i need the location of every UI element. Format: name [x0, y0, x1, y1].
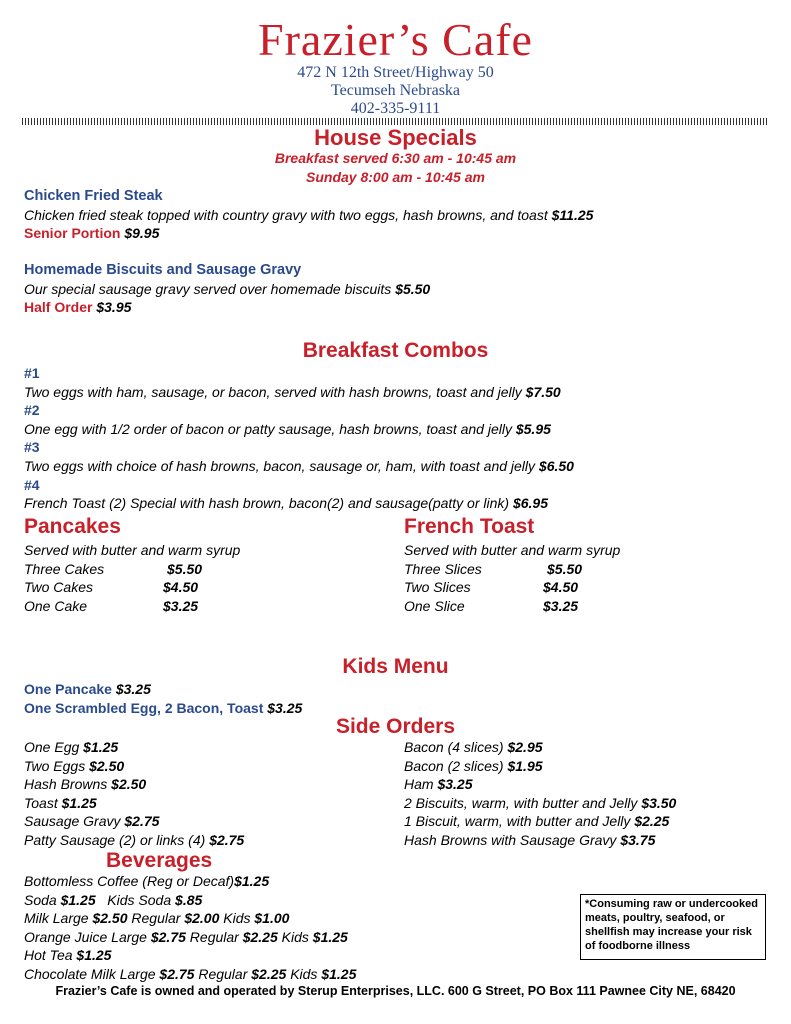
- side-item: [24, 757, 244, 776]
- side-item: [404, 812, 676, 831]
- combo-desc: [24, 383, 574, 402]
- bev-text: Regular: [194, 965, 252, 982]
- item-price: $4.50: [543, 579, 579, 596]
- side-item-label: Hash Browns: [24, 776, 108, 793]
- side-item-price: $2.95: [507, 739, 543, 755]
- bev-text: Regular: [185, 928, 243, 945]
- combo-desc-text: One egg with 1/2 order of bacon or patty sausage, hash browns, toast and jelly: [24, 420, 512, 437]
- side-item: [24, 794, 244, 813]
- kids-item-label: One Scrambled Egg, 2 Bacon, Toast: [24, 699, 264, 716]
- item-label: Three Cakes: [24, 560, 105, 577]
- cafe-title: Frazier’s Cafe: [258, 14, 533, 65]
- side-item: [24, 812, 244, 831]
- french-toast-list: [404, 541, 744, 615]
- side-item-price: $2.75: [124, 813, 160, 830]
- combo-desc-text: Two eggs with choice of hash browns, bacon, sausage or, ham, with toast and jelly: [24, 457, 536, 474]
- senior-portion: [24, 224, 159, 243]
- beverage-line: [24, 872, 356, 891]
- combo-number: #2: [24, 402, 40, 419]
- item-price: $5.50: [547, 560, 583, 577]
- side-item-price: $1.25: [61, 794, 97, 811]
- bev-price: $2.00: [184, 910, 220, 927]
- side-item-label: Sausage Gravy: [24, 813, 121, 830]
- beverages-title: Beverages: [106, 849, 213, 872]
- side-item-price: $2.50: [89, 757, 125, 774]
- ownership-footer: Frazier’s Cafe is owned and operated by Sterup Enterprises, LLC. 600 G Street, PO Box 111 Pawnee City NE, 68420: [55, 984, 736, 998]
- combo-price: $6.50: [538, 457, 574, 474]
- biscuits-gravy-name: Homemade Biscuits and Sausage Gravy: [24, 262, 302, 278]
- item-price: $3.25: [163, 597, 199, 614]
- biscuits-gravy-desc: [24, 280, 430, 299]
- kids-item-price: $3.25: [115, 681, 151, 697]
- chicken-fried-steak-name: Chicken Fried Steak: [24, 188, 163, 204]
- pancakes-list: [24, 541, 364, 615]
- cfs-desc-text: Chicken fried steak topped with country gravy with two eggs, hash browns, and toast: [24, 207, 548, 223]
- side-item-price: $3.75: [620, 831, 656, 848]
- bev-price: $1.25: [60, 891, 96, 908]
- menu-item: [404, 560, 744, 579]
- combos-list: [24, 364, 574, 513]
- side-item-label: One Egg: [24, 739, 80, 755]
- bev-text: Bottomless Coffee (Reg or Decaf): [24, 873, 235, 889]
- pancakes-note: Served with butter and warm syrup: [24, 542, 241, 558]
- side-item: [24, 738, 244, 757]
- bev-price: $1.25: [321, 965, 357, 982]
- side-item: [404, 794, 676, 813]
- side-orders-right: [404, 738, 676, 850]
- beverage-line: [24, 946, 356, 965]
- combo-price: $5.95: [515, 420, 551, 437]
- senior-portion-price: $9.95: [124, 225, 160, 241]
- side-orders-left: [24, 738, 244, 850]
- bev-text: Milk Large: [24, 910, 93, 927]
- side-item-label: Patty Sausage (2) or links (4): [24, 831, 206, 848]
- combo-desc-text: French Toast (2) Special with hash brown, bacon(2) and sausage(patty or link): [24, 495, 510, 512]
- side-item-label: Bacon (2 slices): [404, 757, 504, 774]
- bev-text: Soda: [24, 891, 61, 908]
- item-label: Two Slices: [404, 579, 471, 596]
- bev-text: Kids Soda: [95, 891, 176, 908]
- beverage-line: [24, 928, 356, 947]
- beverage-line: [24, 965, 356, 984]
- side-item-label: 1 Biscuit, warm, with butter and Jelly: [404, 813, 631, 830]
- chicken-fried-steak-desc: [24, 206, 593, 225]
- menu-item: [404, 597, 744, 616]
- item-price: $4.50: [163, 579, 199, 596]
- cafe-phone: 402-335-9111: [350, 100, 441, 117]
- menu-item: [404, 578, 744, 597]
- cafe-city: Tecumseh Nebraska: [330, 82, 461, 99]
- breakfast-combos-title: Breakfast Combos: [302, 339, 489, 362]
- item-price: $3.25: [543, 597, 579, 614]
- side-item: [404, 775, 676, 794]
- side-item-label: Toast: [24, 794, 58, 811]
- item-label: One Slice: [404, 597, 465, 614]
- item-label: Two Cakes: [24, 579, 93, 596]
- bev-price: $2.25: [251, 965, 287, 982]
- side-item-label: Hash Browns with Sausage Gravy: [404, 831, 617, 848]
- french-toast-note: Served with butter and warm syrup: [404, 542, 621, 558]
- kids-item-label: One Pancake: [24, 681, 112, 697]
- kids-menu-title: Kids Menu: [342, 655, 449, 678]
- pancakes-title: Pancakes: [24, 515, 121, 538]
- item-label: One Cake: [24, 597, 88, 614]
- side-item: [24, 775, 244, 794]
- side-item-price: $3.25: [437, 776, 473, 793]
- combo-price: $6.95: [512, 495, 549, 512]
- bev-price: $1.25: [312, 928, 348, 945]
- combo-desc: [24, 420, 574, 439]
- french-toast-title: French Toast: [404, 515, 535, 538]
- beverage-line: [24, 909, 356, 928]
- combo-number: #1: [24, 365, 40, 381]
- sunday-hours: Sunday 8:00 am - 10:45 am: [306, 169, 485, 185]
- menu-item: [24, 597, 364, 616]
- combo-number: #3: [24, 439, 40, 456]
- senior-portion-label: Senior Portion: [24, 225, 121, 241]
- side-item: [24, 831, 244, 850]
- side-item-price: $2.75: [209, 831, 245, 848]
- bev-price: $2.75: [150, 928, 186, 945]
- bev-price: $2.25: [242, 928, 278, 945]
- kids-item-price: $3.25: [267, 699, 303, 716]
- beverage-line: [24, 891, 356, 910]
- bsg-desc-text: Our special sausage gravy served over homemade biscuits: [24, 281, 392, 297]
- cafe-address: 472 N 12th Street/Highway 50: [297, 64, 494, 81]
- bev-price: $2.75: [159, 965, 195, 982]
- bev-price: $1.00: [254, 910, 290, 927]
- beverages-list: [24, 872, 356, 984]
- bsg-price: $5.50: [395, 281, 431, 297]
- menu-item: [24, 560, 364, 579]
- half-order: [24, 298, 131, 317]
- house-specials-title: House Specials: [314, 125, 477, 150]
- bev-text: Kids: [286, 965, 322, 982]
- combo-price: $7.50: [525, 383, 561, 400]
- side-item-price: $1.25: [83, 739, 119, 755]
- combo-desc: [24, 494, 574, 513]
- bev-price: $1.25: [234, 873, 270, 889]
- kids-item: [24, 680, 302, 699]
- combo-desc: [24, 457, 574, 476]
- kids-menu-list: [24, 680, 302, 717]
- side-orders-title: Side Orders: [335, 715, 456, 738]
- header-divider: [22, 118, 769, 125]
- side-item-label: Bacon (4 slices): [404, 739, 504, 755]
- side-item: [404, 831, 676, 850]
- side-item-price: $2.25: [634, 813, 670, 830]
- bev-text: Regular: [127, 910, 185, 927]
- half-order-price: $3.95: [96, 299, 132, 315]
- side-item-label: Ham: [404, 776, 434, 793]
- bev-text: Chocolate Milk Large: [24, 965, 160, 982]
- side-item-price: $1.95: [507, 757, 543, 774]
- bev-price: $2.50: [92, 910, 128, 927]
- breakfast-hours: Breakfast served 6:30 am - 10:45 am: [274, 150, 517, 166]
- combo-number: #4: [24, 476, 40, 493]
- half-order-label: Half Order: [24, 299, 93, 315]
- bev-price: $.85: [175, 891, 203, 908]
- food-safety-notice: *Consuming raw or undercooked meats, poultry, seafood, or shellfish may increase your risk of foodborne illness: [580, 894, 766, 960]
- bev-text: Orange Juice Large: [24, 928, 151, 945]
- bev-price: $1.25: [76, 947, 112, 964]
- side-item: [404, 738, 676, 757]
- bev-text: Kids: [277, 928, 313, 945]
- combo-desc-text: Two eggs with ham, sausage, or bacon, served with hash browns, toast and jelly: [24, 383, 526, 400]
- side-item-label: Two Eggs: [24, 757, 86, 774]
- bev-text: Hot Tea: [24, 947, 77, 964]
- side-item-price: $3.50: [641, 794, 677, 811]
- cfs-price: $11.25: [551, 207, 594, 223]
- side-item-price: $2.50: [111, 776, 147, 793]
- menu-item: [24, 578, 364, 597]
- item-price: $5.50: [167, 560, 203, 577]
- side-item-label: 2 Biscuits, warm, with butter and Jelly: [404, 794, 638, 811]
- item-label: Three Slices: [404, 560, 482, 577]
- bev-text: Kids: [219, 910, 255, 927]
- side-item: [404, 757, 676, 776]
